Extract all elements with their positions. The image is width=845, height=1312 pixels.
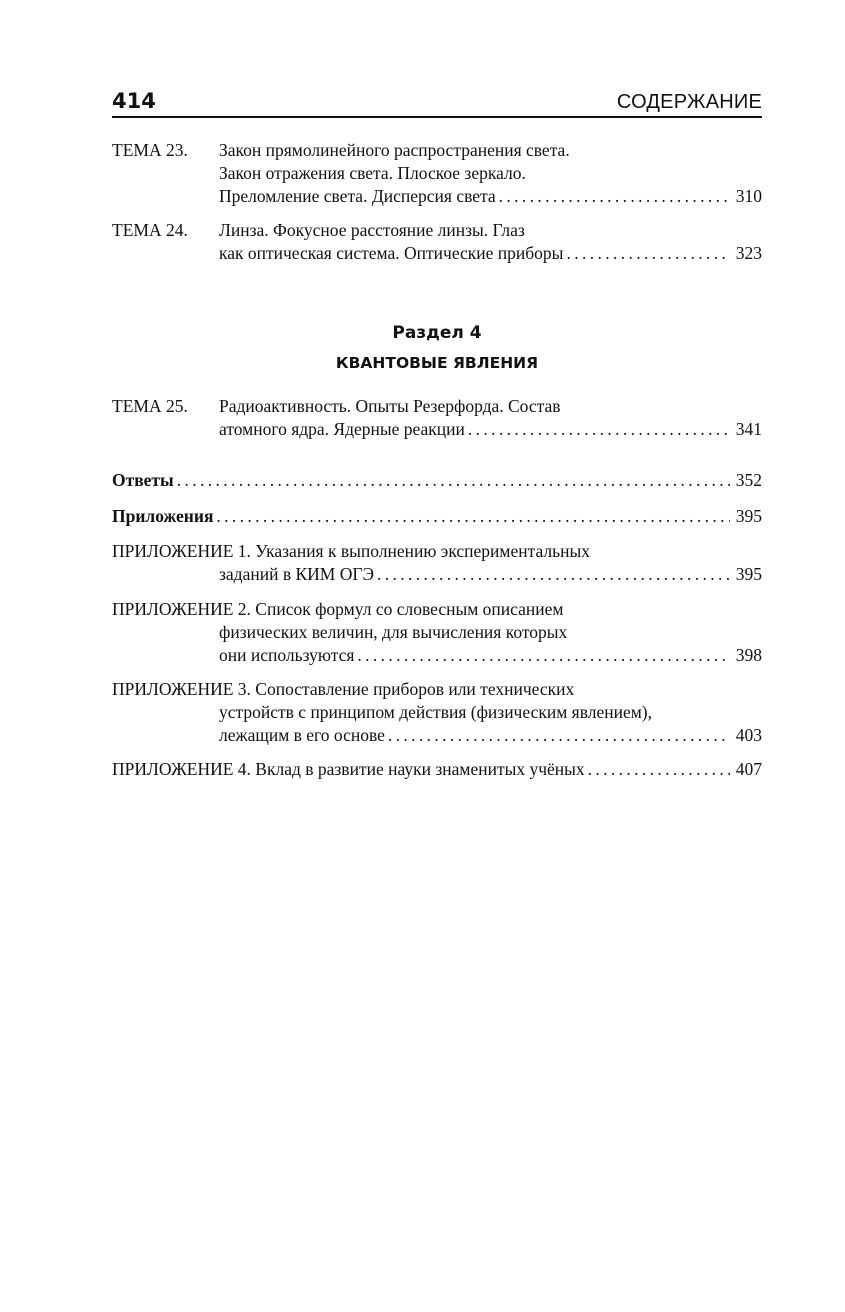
appendix-title-line: ПРИЛОЖЕНИЕ 2. Список формул со словесным описанием [112,599,564,619]
section-title: КВАНТОВЫЕ ЯВЛЕНИЯ [335,354,539,372]
answers-label: Ответы [112,470,174,490]
dot-leader [216,505,729,528]
page-ref: 403 [735,725,762,745]
topic-title-line: как оптическая система. Оптические приборы [219,243,564,263]
topic-title-line: Радиоактивность. Опыты Резерфорда. Состав [219,396,561,416]
toc-entry-appendix-2[interactable] [112,598,762,667]
appendix-title-line: ПРИЛОЖЕНИЕ 3. Сопоставление приборов или технических [112,679,575,699]
page-number: 414 [112,89,156,113]
dot-leader [377,563,730,586]
page-header [112,88,762,118]
page-ref: 395 [735,506,762,526]
page-ref: 395 [735,564,762,584]
dot-leader [499,185,730,208]
topic-title-line: атомного ядра. Ядерные реакции [219,419,465,439]
toc-entry-appendix-3[interactable] [112,678,762,747]
dot-leader [388,724,730,747]
appendix-title-line: ПРИЛОЖЕНИЕ 1. Указания к выполнению экспериментальных [112,541,590,561]
page-ref: 398 [735,645,762,665]
page-ref: 407 [735,759,762,779]
page-ref: 341 [735,419,762,439]
page-ref: 323 [735,243,762,263]
topic-title-line: Преломление света. Дисперсия света [219,186,496,206]
dot-leader [177,469,730,492]
appendix-title-line: они используются [219,645,355,665]
dot-leader [468,418,730,441]
toc-entry-appendix-4[interactable] [112,758,762,781]
appendix-title-line: ПРИЛОЖЕНИЕ 4. Вклад в развитие науки знаменитых учёных [112,759,585,779]
appendix-title-line: физических величин, для вычисления которых [219,622,568,642]
dot-leader [357,644,729,667]
appendix-title-line: заданий в КИМ ОГЭ [219,564,375,584]
dot-leader [588,758,730,781]
topic-label: ТЕМА 25. [112,396,188,416]
toc-entry-appendix-1[interactable] [112,540,762,586]
page-ref: 310 [735,186,762,206]
topic-label: ТЕМА 23. [112,140,188,160]
topic-title-line: Линза. Фокусное расстояние линзы. Глаз [219,220,525,240]
appendices-label: Приложения [112,506,214,526]
topic-title-line: Закон прямолинейного распространения света. [219,140,570,160]
toc-entry-answers[interactable] [112,469,762,492]
section-number: Раздел 4 [392,323,482,343]
appendix-title-line: лежащим в его основе [219,725,385,745]
page-ref: 352 [735,470,762,490]
dot-leader [566,242,729,265]
toc-entry-appendices[interactable] [112,505,762,528]
topic-title-line: Закон отражения света. Плоское зеркало. [219,163,526,183]
topic-label: ТЕМА 24. [112,220,188,240]
appendix-title-line: устройств с принципом действия (физическим явлением), [219,702,653,722]
running-head: СОДЕРЖАНИЕ [616,91,762,113]
